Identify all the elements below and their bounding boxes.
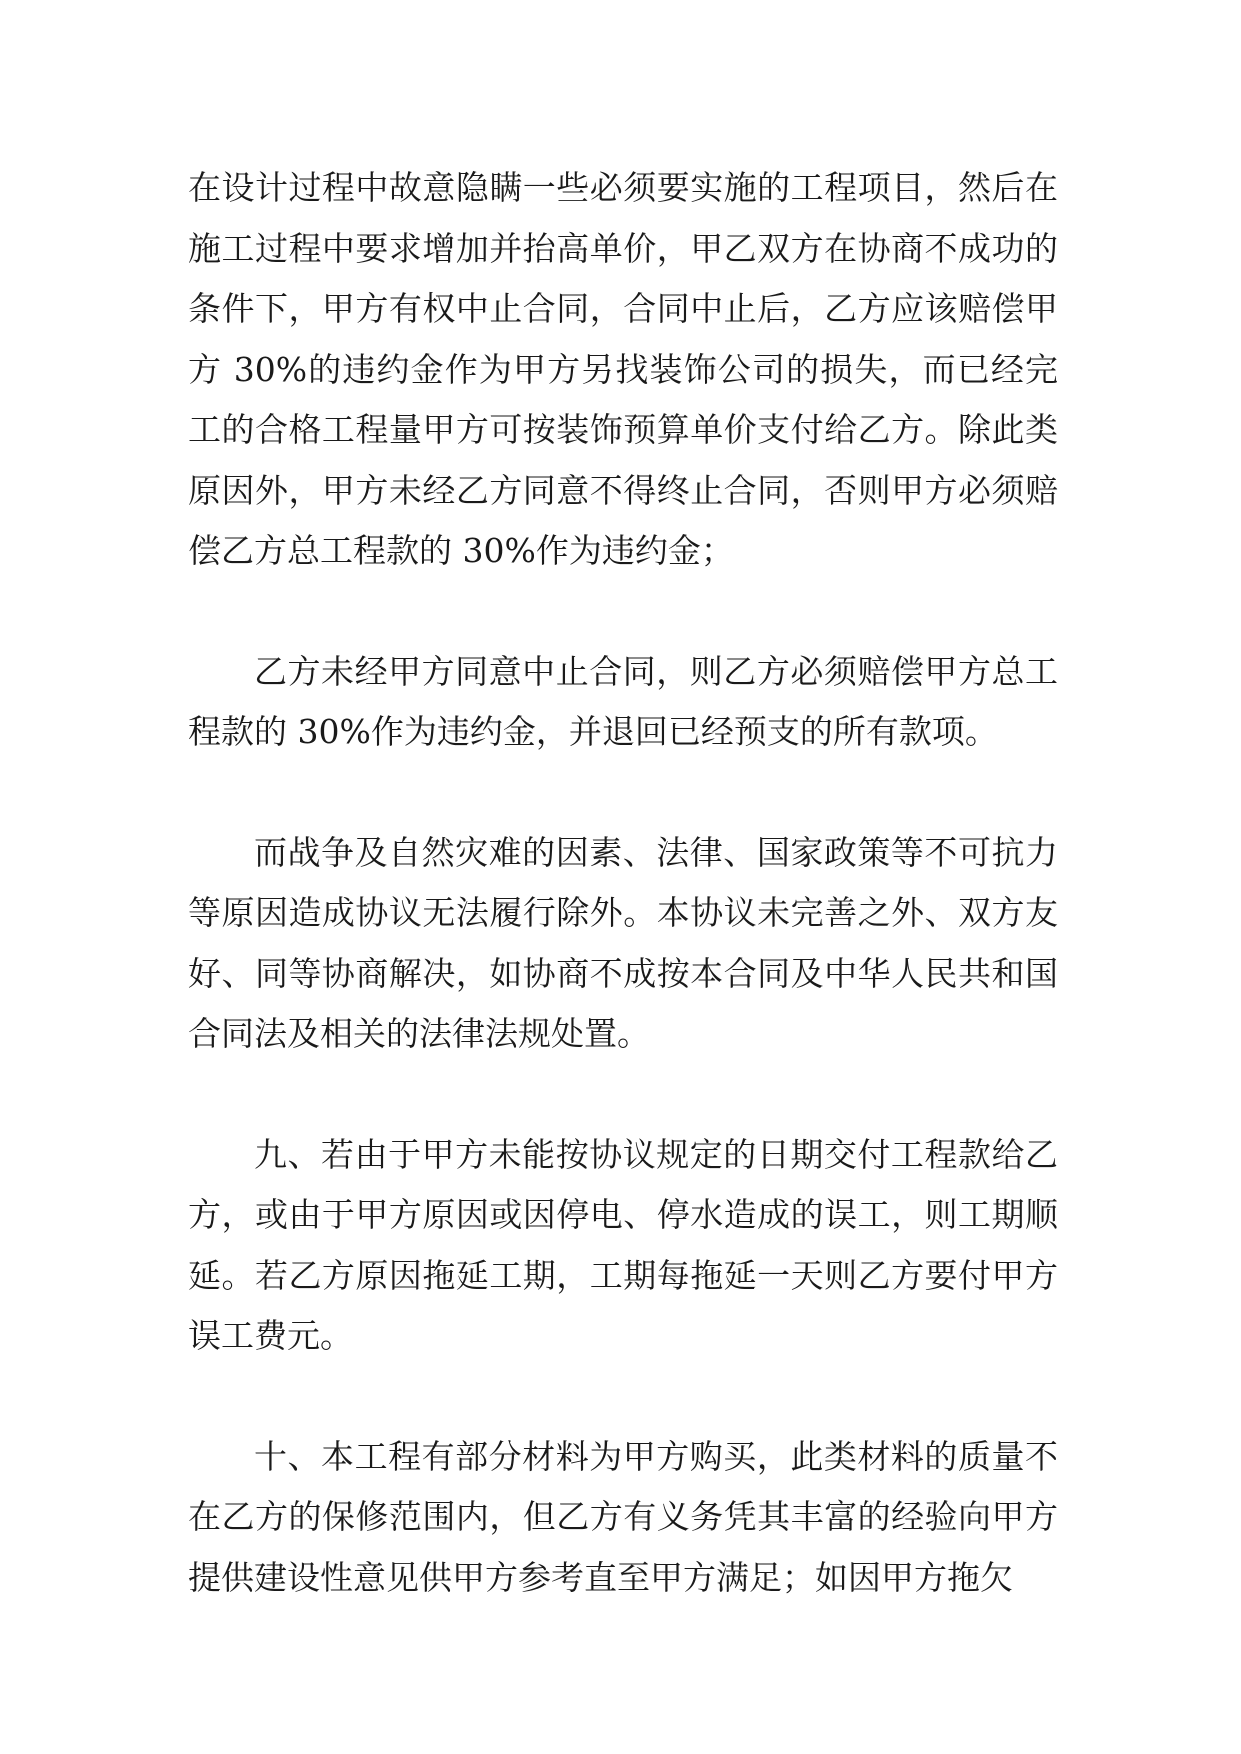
paragraph-contract-termination-by-party-a: 在设计过程中故意隐瞒一些必须要实施的工程项目，然后在施工过程中要求增加并抬高单价，甲乙双方在协商不成功的条件下，甲方有权中止合同，合同中止后，乙方应该赔偿甲方 30%的违约金作为甲方另找装饰公司的损失，而已经完工的合格工程量甲方可按装饰预算单价支付给乙方。除此类原因外，甲方未经乙方同意不得终止合同，否则甲方必须赔偿乙方总工程款的 30%作为违约金；	[188, 168, 1058, 570]
paragraph-force-majeure: 而战争及自然灾难的因素、法律、国家政策等不可抗力等原因造成协议无法履行除外。本协议未完善之外、双方友好、同等协商解决，如协商不成按本合同及中华人民共和国合同法及相关的法律法规处置。	[188, 832, 1058, 1053]
paragraph-clause-nine-delay: 九、若由于甲方未能按协议规定的日期交付工程款给乙方，或由于甲方原因或因停电、停水造成的误工，则工期顺延。若乙方原因拖延工期，工期每拖延一天则乙方要付甲方误工费元。	[188, 1134, 1058, 1355]
paragraph-contract-termination-by-party-b: 乙方未经甲方同意中止合同，则乙方必须赔偿甲方总工程款的 30%作为违约金，并退回已经预支的所有款项。	[188, 651, 1058, 751]
document-body	[188, 158, 1058, 1608]
paragraph-clause-ten-materials: 十、本工程有部分材料为甲方购买，此类材料的质量不在乙方的保修范围内，但乙方有义务凭其丰富的经验向甲方提供建设性意见供甲方参考直至甲方满足；如因甲方拖欠	[188, 1436, 1058, 1597]
